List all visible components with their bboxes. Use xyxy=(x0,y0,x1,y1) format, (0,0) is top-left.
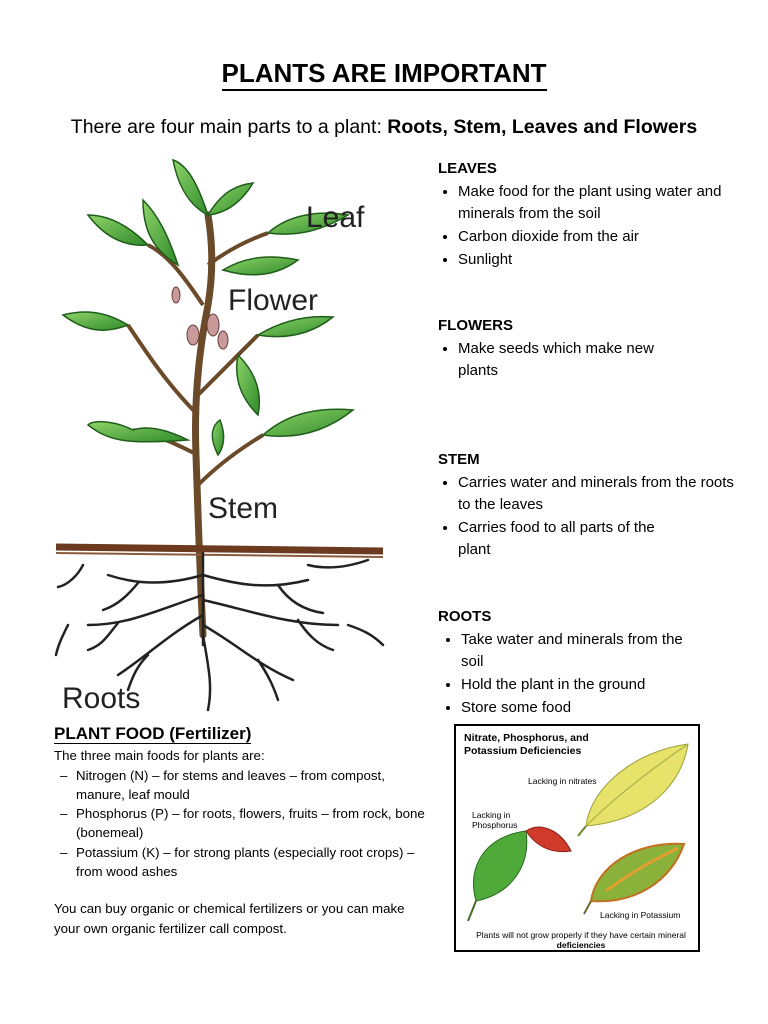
list-item: • Sunlight xyxy=(458,249,738,271)
list-item: • Carbon dioxide from the air xyxy=(458,226,738,248)
list-item: • Carries water and minerals from the roots to the leaves xyxy=(458,472,738,516)
caption-potassium: Lacking in Potassium xyxy=(600,910,681,920)
stem-section xyxy=(438,451,738,562)
leaf-shape xyxy=(88,215,148,245)
list-item: • Store some food xyxy=(461,697,738,719)
stem-heading: STEM xyxy=(438,451,480,468)
leaf-shape xyxy=(263,409,353,436)
roots-section xyxy=(438,608,738,720)
intro-parts: Roots, Stem, Leaves and Flowers xyxy=(387,116,698,138)
plant-food-intro: The three main foods for plants are: xyxy=(54,748,265,764)
flowers-section xyxy=(438,317,738,383)
deficiency-title: Nitrate, Phosphorus, and Potassium Deficiencies xyxy=(464,732,589,757)
deficiency-note: Plants will not grow properly if they have certain mineral deficiencies xyxy=(476,930,686,950)
list-item: • Make seeds which make new plants xyxy=(458,338,688,382)
list-item: – Phosphorus (P) – for roots, flowers, fruits – from rock, bone (bonemeal) xyxy=(60,806,425,841)
diagram-label-roots: Roots xyxy=(62,682,141,715)
roots-heading: ROOTS xyxy=(438,608,492,625)
list-item: • Make food for the plant using water and minerals from the soil xyxy=(458,181,738,225)
deficiency-figure xyxy=(454,724,700,952)
intro-prefix: There are four main parts to a plant: xyxy=(70,116,382,138)
list-item: – Potassium (K) – for strong plants (especially root crops) – from wood ashes xyxy=(60,844,415,880)
diagram-label-flower: Flower xyxy=(228,284,319,317)
plant-food-closing: You can buy organic or chemical fertilizers or you can make your own organic fertilizer call compost. xyxy=(54,901,405,936)
leaves-heading: LEAVES xyxy=(438,160,497,177)
leaf-shape xyxy=(223,257,298,275)
plant-food-heading: PLANT FOOD (Fertilizer) xyxy=(54,724,252,743)
leaf-shape xyxy=(173,160,208,215)
diagram-label-stem: Stem xyxy=(208,492,279,525)
leaf-shape xyxy=(208,183,253,215)
page-title: PLANTS ARE IMPORTANT xyxy=(0,58,768,89)
flowers-heading: FLOWERS xyxy=(438,317,513,334)
list-item: • Carries food to all parts of the plant xyxy=(458,517,688,561)
list-item: – Nitrogen (N) – for stems and leaves – from compost, manure, leaf mould xyxy=(60,767,385,802)
leaf-shape xyxy=(88,422,188,442)
plant-diagram xyxy=(48,155,398,720)
plant-food-section xyxy=(54,724,434,938)
leaf-shape xyxy=(63,312,128,330)
leaf-shape xyxy=(212,420,223,455)
caption-nitrates: Lacking in nitrates xyxy=(528,776,597,786)
leaf-shape xyxy=(258,317,333,337)
list-item: • Take water and minerals from the soil xyxy=(461,629,691,673)
diagram-label-leaf: Leaf xyxy=(306,201,365,234)
leaves-section xyxy=(438,160,738,272)
intro-line xyxy=(0,116,768,139)
caption-phosphorus: Lacking in Phosphorus xyxy=(472,810,518,830)
leaf-shape xyxy=(237,355,260,415)
list-item: • Hold the plant in the ground xyxy=(461,674,738,696)
